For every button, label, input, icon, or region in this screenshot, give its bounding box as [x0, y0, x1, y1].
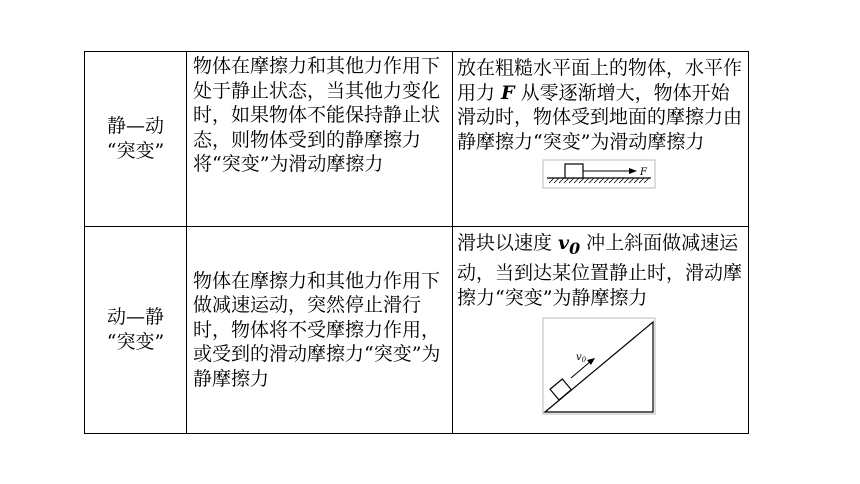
velocity-symbol: v	[558, 232, 570, 254]
example-text-part1: 滑块以速度	[457, 232, 559, 254]
example-text-part1: 放在粗糙水平面上的物体，水平作用力	[457, 57, 743, 104]
example-cell	[453, 52, 749, 227]
description-text: 物体在摩擦力和其他力作用下处于静止状态，当其他力变化时，如果物体不能保持静止状态，则物体受到的静摩擦力将“突变”为滑动摩擦力	[193, 55, 441, 175]
incline-diagram	[453, 316, 749, 416]
example-text	[453, 52, 748, 154]
table-row	[85, 227, 749, 434]
row-label-cell	[85, 227, 187, 434]
velocity-subscript: 0	[569, 238, 581, 258]
diagram-force-label: F	[640, 167, 647, 178]
row-label-cell	[85, 52, 187, 227]
ground-hatching	[549, 178, 649, 183]
example-text-part2: 从零逐渐增大，物体开始滑动时，物体受到地面的摩擦力由静摩擦力“突变”为滑动摩擦力	[457, 81, 743, 153]
example-cell	[453, 227, 749, 434]
diagram-velocity-label: $v_0$	[576, 352, 587, 365]
force-arrowhead	[629, 168, 637, 174]
friction-mutation-table	[84, 51, 749, 434]
description-cell	[187, 52, 453, 227]
row-label-line1: 动—静	[106, 306, 164, 328]
table-row	[85, 52, 749, 227]
force-variable: F	[501, 81, 515, 104]
row-label-line1: 静—动	[106, 115, 164, 137]
diagram-frame	[543, 160, 655, 188]
row-label-line2: “突变”	[106, 331, 165, 353]
velocity-variable	[558, 232, 581, 258]
example-text	[453, 227, 748, 310]
block	[565, 164, 583, 178]
example-text-part2: 冲上斜面做减速运动，当到达某位置静止时，滑动摩擦力“突变”为静摩擦力	[457, 232, 743, 309]
description-text: 物体在摩擦力和其他力作用下做减速运动，突然停止滑行时，物体将不受摩擦力作用，或受到的滑动摩擦力“突变”为静摩擦力	[193, 269, 441, 390]
row-label-line2: “突变”	[106, 140, 165, 162]
block-on-ground-diagram	[453, 154, 749, 190]
description-cell	[187, 227, 453, 434]
